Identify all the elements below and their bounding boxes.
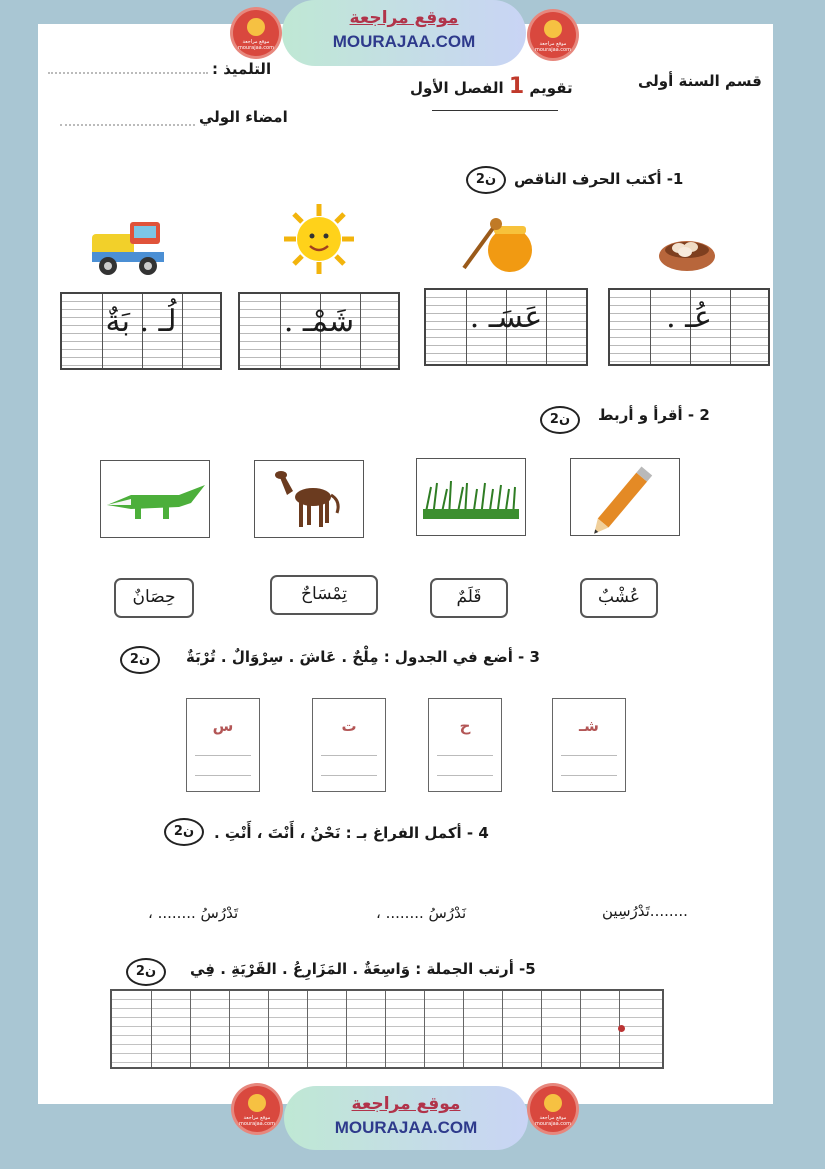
site-badge-bottom[interactable]	[284, 1086, 528, 1150]
q2-title: 2 - أقرأ و أربط	[598, 406, 710, 424]
site-logo-left: موقع مراجعة mourajaa.com	[233, 10, 279, 56]
toy-truck-image	[86, 212, 170, 278]
parent-signature-line[interactable]	[60, 124, 195, 126]
grass-picture	[416, 458, 526, 536]
site-name-ar-bottom: موقع مراجعة	[351, 1094, 461, 1114]
blank-3[interactable]: تَدْرُسُ ........ ،	[148, 904, 239, 922]
word-pen[interactable]: قَلَمٌ	[430, 578, 508, 618]
start-marker	[618, 1025, 625, 1032]
q1-score-badge: 2ن	[466, 166, 506, 194]
student-line[interactable]	[48, 72, 208, 74]
honey-jar-image	[462, 214, 536, 274]
q5-answer-grid[interactable]	[110, 989, 664, 1069]
site-name-en-bottom: MOURAJAA.COM	[334, 1118, 478, 1137]
assessment-title: تقويم 1 الفصل الأول	[410, 74, 573, 99]
sun-image	[282, 202, 356, 276]
site-name-ar: موقع مراجعة	[349, 8, 459, 28]
parent-signature-label: امضاء الولي	[199, 108, 288, 126]
q1-word-nest: عُـ .	[666, 300, 712, 335]
sort-card-ta[interactable]: ت	[312, 698, 386, 792]
pencil-picture	[570, 458, 680, 536]
q1-word-honey: عَسَـ .	[469, 300, 543, 335]
sort-card-shin[interactable]: شـ	[552, 698, 626, 792]
level-label: قسم السنة أولى	[638, 72, 762, 90]
q4-score-badge: 2ن	[164, 818, 204, 846]
horse-picture	[254, 460, 364, 538]
word-crocodile[interactable]: تِمْسَاحٌ	[270, 575, 378, 615]
q4-title: 4 - أكمل الفراغ بـ : نَحْنُ ، أَنْتَ ، أَنْتِ .	[214, 824, 489, 842]
q5-score-badge: 2ن	[126, 958, 166, 986]
q3-score-badge: 2ن	[120, 646, 160, 674]
site-logo-bottom-right: موقع مراجعة mourajaa.com	[530, 1086, 576, 1132]
q1-grid-ball[interactable]	[60, 292, 222, 370]
q1-grid-honey[interactable]	[424, 288, 588, 366]
sort-card-ha[interactable]: ح	[428, 698, 502, 792]
site-name-en: MOURAJAA.COM	[332, 32, 476, 51]
word-horse[interactable]: حِصَانٌ	[114, 578, 194, 618]
q2-score-badge: 2ن	[540, 406, 580, 434]
assessment-number: 1	[508, 74, 525, 99]
q1-title: 1- أكتب الحرف الناقص	[514, 170, 684, 188]
site-badge-top[interactable]	[282, 0, 526, 66]
blank-2[interactable]: نَدْرُسُ ........ ،	[376, 904, 467, 922]
site-logo-right: موقع مراجعة mourajaa.com	[530, 12, 576, 58]
q1-grid-nest[interactable]	[608, 288, 770, 366]
word-grass[interactable]: عُشْبٌ	[580, 578, 658, 618]
q3-title: 3 - أضع في الجدول : مِلْحٌ . عَاشَ . سِرْوَالٌ . تُرْبَةٌ	[186, 648, 540, 666]
sort-card-sin[interactable]: س	[186, 698, 260, 792]
crocodile-picture	[100, 460, 210, 538]
blank-1[interactable]: ........تَدْرُسِين	[602, 902, 688, 920]
student-label: التلميذ :	[212, 60, 272, 78]
q1-word-ball: لُـ . بَةٌ	[105, 304, 177, 339]
q1-word-sun: شَمْـ .	[283, 304, 355, 339]
q1-grid-sun[interactable]	[238, 292, 400, 370]
q5-title: 5- أرتب الجملة : وَاسِعَةٌ . المَزَارِعُ . القَرْيَةِ . فِي	[190, 960, 536, 978]
nest-eggs-image	[655, 226, 719, 276]
site-logo-bottom-left: موقع مراجعة mourajaa.com	[234, 1086, 280, 1132]
